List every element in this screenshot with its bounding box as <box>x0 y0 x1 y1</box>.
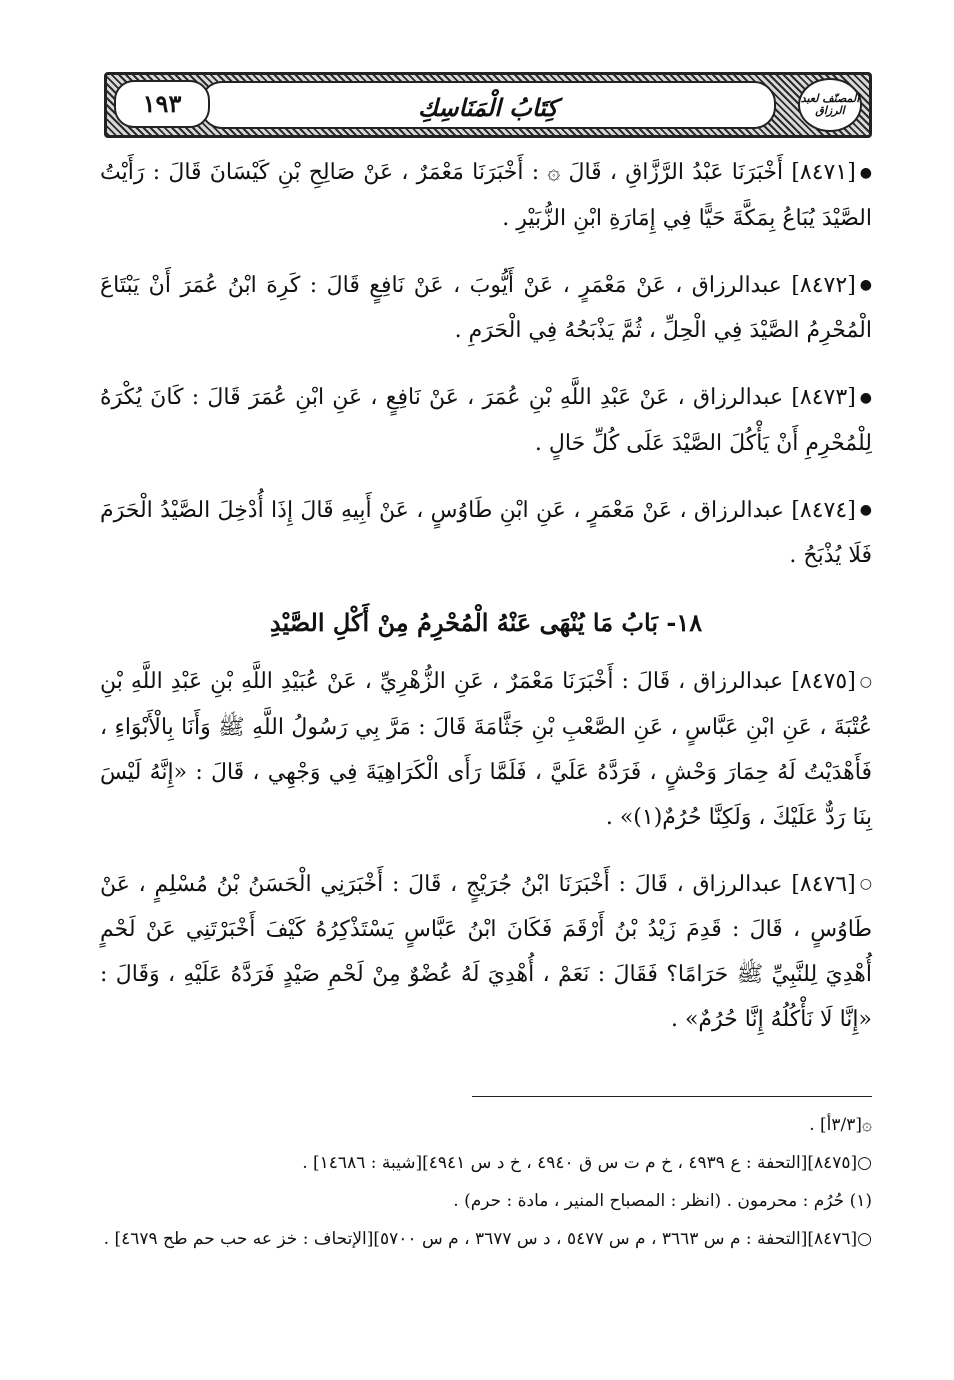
hadith-number: [٨٤٧٥] <box>791 669 856 694</box>
hadith-entry <box>100 488 872 579</box>
main-text <box>100 150 872 1064</box>
bullet-marker: ● <box>859 389 872 406</box>
hadith-number: [٨٤٧٦] <box>791 871 856 897</box>
footnotes <box>100 1108 872 1260</box>
hadith-entry <box>100 659 872 840</box>
footnote-divider <box>472 1096 872 1097</box>
hadith-text: أَخْبَرَنَا عَبْدُ الرَّزَّاقِ ، قَالَ ۞ : أَخْبَرَنَا مَعْمَرٌ ، عَنْ صَالِحِ بْنِ كَيْسَانَ قَالَ : رَأَيْتُ الصَّيْدَ يُبَاعُ بِمَكَّةَ حَيًّا فِي إِمَارَةِ ابْنِ الزُّبَيْرِ . <box>100 160 872 231</box>
hadith-text: عبدالرزاق ، عَنْ مَعْمَرٍ ، عَنْ أَيُّوبَ ، عَنْ نَافِعٍ قَالَ : كَرِهَ ابْنُ عُمَرَ أَنْ يَبْتَاعَ الْمُحْرِمُ الصَّيْدَ فِي الْحِلِّ ، ثُمَّ يَذْبَحُهُ فِي الْحَرَمِ . <box>100 272 872 343</box>
chapter-title: كِتَابُ الْمَنَاسِكِ <box>418 93 558 122</box>
hadith-text: عبدالرزاق ، قَالَ : أَخْبَرَنَا مَعْمَرٌ ، عَنِ الزُّهْرِيِّ ، عَنْ عُبَيْدِ اللَّهِ بْنِ عَبْدِ اللَّهِ بْنِ عُتْبَةَ ، عَنِ ابْنِ عَبَّاسٍ ، عَنِ الصَّعْبِ بْنِ جَثَّامَةَ قَالَ : مَرَّ بِي رَسُولُ اللَّهِ ﷺ وَأَنَا بِالْأَبْوَاءِ ، فَأَهْدَيْتُ لَهُ حِمَارَ وَحْشٍ ، فَرَدَّهُ عَلَيَّ ، فَلَمَّا رَأَى الْكَرَاهِيَةَ فِي وَجْهِي ، قَالَ : «إِنَّهُ لَيْسَ بِنَا رَدٌّ عَلَيْكَ ، وَلَكِنَّا حُرُمٌ(١)» . <box>100 669 872 830</box>
bullet-marker: ● <box>859 164 872 181</box>
hadith-number: [٨٤٧٢] <box>791 272 856 298</box>
footnote: ۞[٣/٣أ] . <box>809 1115 872 1135</box>
hadith-entry <box>100 263 872 354</box>
hadith-entry <box>100 150 872 241</box>
hadith-entry <box>100 862 872 1043</box>
page-number: ١٩٣ <box>114 80 210 128</box>
hadith-text: عبدالرزاق ، قَالَ : أَخْبَرَنَا ابْنُ جُرَيْجٍ ، قَالَ : أَخْبَرَنِي الْحَسَنُ بْنُ مُسْلِمٍ ، عَنْ طَاوُسٍ ، قَالَ : قَدِمَ زَيْدُ بْنُ أَرْقَمَ فَكَانَ ابْنُ عَبَّاسٍ يَسْتَذْكِرُهُ كَيْفَ أَخْبَرْتَنِي عَنْ لَحْمٍ أُهْدِيَ لِلنَّبِيِّ ﷺ حَرَامًا؟ فَقَالَ : نَعَمْ ، أُهْدِيَ لَهُ عُضْوٌ مِنْ لَحْمِ صَيْدٍ فَرَدَّهُ عَلَيْهِ ، وَقَالَ : «إِنَّا لَا نَأْكُلُهُ إِنَّا حُرُمٌ» . <box>100 871 872 1032</box>
hadith-number: [٨٤٧٤] <box>791 497 856 523</box>
hadith-text: عبدالرزاق ، عَنْ مَعْمَرٍ ، عَنِ ابْنِ طَاوُسٍ ، عَنْ أَبِيهِ قَالَ إِذَا أُدْخِلَ الصَّيْدُ الْحَرَمَ فَلَا يُذْبَحُ . <box>100 497 872 568</box>
hadith-text: عبدالرزاق ، عَنْ عَبْدِ اللَّهِ بْنِ عُمَرَ ، عَنْ نَافِعٍ ، عَنِ ابْنِ عُمَرَ قَالَ : كَانَ يُكْرَهُ لِلْمُحْرِمِ أَنْ يَأْكُلَ الصَّيْدَ عَلَى كُلِّ حَالٍ . <box>100 385 872 456</box>
page-header-banner <box>104 72 872 138</box>
circle-marker: ○ <box>859 673 872 690</box>
book-logo: المصنّف لعبد الرزاق <box>798 78 862 132</box>
bullet-marker: ● <box>859 277 872 293</box>
footnote: ○[٨٤٧٥][التحفة : ع ٤٩٣٩ ، خ م ت س ق ٤٩٤٠ ، خ د س ٤٩٤١][شيبة : ١٤٦٨٦] . <box>302 1153 872 1173</box>
title-cartouche <box>200 81 776 129</box>
hadith-number: [٨٤٧٣] <box>791 385 856 410</box>
circle-marker: ○ <box>859 876 872 892</box>
hadith-number: [٨٤٧١] <box>791 160 856 185</box>
section-heading: ١٨- بَابُ مَا يُنْهَى عَنْهُ الْمُحْرِمُ مِنْ أَكْلِ الصَّيْدِ <box>269 608 703 637</box>
bullet-marker: ● <box>859 502 872 518</box>
hadith-entry <box>100 375 872 466</box>
footnote: (١) حُرُم : محرمون . (انظر : المصباح المنير ، مادة : حرم) . <box>453 1191 872 1211</box>
footnote: ○[٨٤٧٦][التحفة : م س ٣٦٦٣ ، م س ٥٤٧٧ ، د س ٣٦٧٧ ، م س ٥٧٠٠][الإتحاف : خز عه حب حم طح ٤٦٧٩] . <box>103 1229 872 1249</box>
